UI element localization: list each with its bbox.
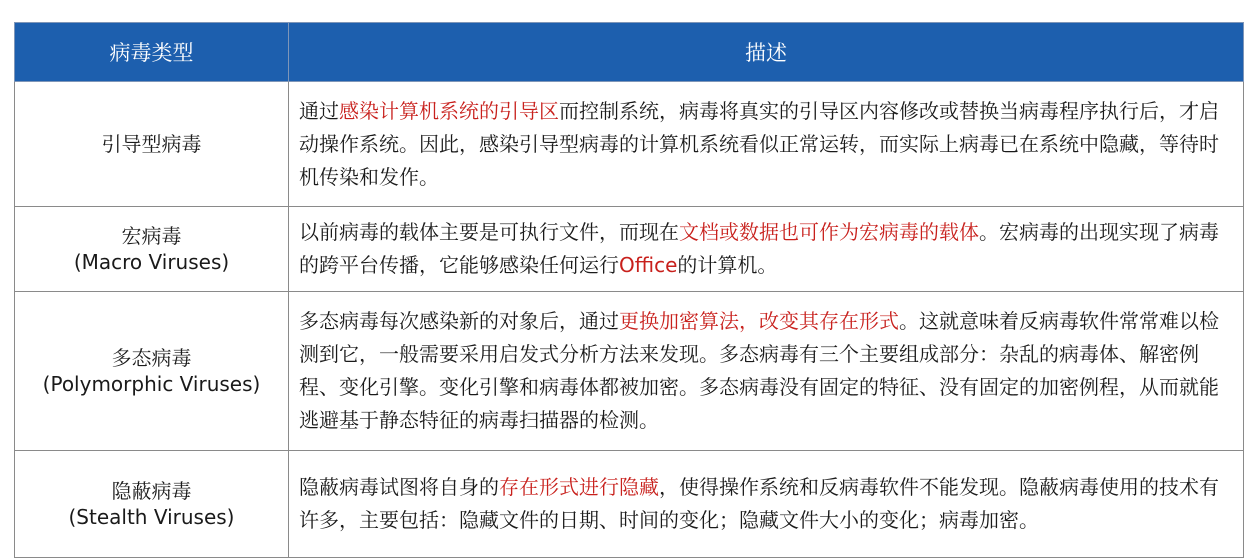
description-text: 而控制系统，病毒将真实的引导区内容修改或替换当病毒程序执行后，才启动操作系统。因此，感染引导型病毒的计算机系统看似正常运转，而实际上病毒已在系统中隐藏，等待时机传染和发作。 (299, 98, 1219, 189)
description-highlight: 感染计算机系统的引导区 (339, 98, 559, 123)
virus-description-cell (289, 207, 1244, 292)
description-text: 的计算机。 (677, 253, 778, 277)
virus-type-english-name: (Macro Viruses) (73, 250, 230, 274)
table-header-row (15, 23, 1244, 82)
virus-types-table (14, 22, 1244, 558)
description-text: 。宏病毒的出现实现了病毒的跨平台传播，它能够感染任何运行 (299, 220, 1219, 277)
description-highlight: 文档或数据也可作为宏病毒的载体 (679, 220, 979, 244)
virus-type-cell (15, 451, 289, 558)
virus-type-cell (15, 292, 289, 451)
description-text: 隐蔽病毒试图将自身的 (299, 475, 499, 499)
virus-type-name: 引导型病毒 (101, 132, 202, 156)
virus-type-name: 多态病毒 (111, 346, 192, 370)
virus-type-name: 宏病毒 (121, 224, 182, 248)
description-text: 多态病毒每次感染新的对象后，通过 (299, 309, 619, 333)
virus-type-cell (15, 207, 289, 292)
virus-description-cell (289, 292, 1244, 451)
virus-type-english-name: (Polymorphic Viruses) (42, 372, 261, 396)
description-text: 通过 (299, 98, 339, 123)
virus-type-cell (15, 82, 289, 207)
description-text: 以前病毒的载体主要是可执行文件，而现在 (299, 220, 679, 244)
description-highlight: 存在形式进行隐藏 (499, 475, 659, 499)
description-text: 。这就意味着反病毒软件常常难以检测到它，一般需要采用启发式分析方法来发现。多态病毒有三个主要组成部分：杂乱的病毒体、解密例程、变化引擎。变化引擎和病毒体都被加密。多态病毒没有固定的特征、没有固定的加密例程，从而就能逃避基于静态特征的病毒扫描器的检测。 (299, 309, 1219, 432)
virus-description-cell (289, 451, 1244, 558)
table-row-polymorphic-virus (15, 292, 1244, 451)
virus-types-table-container (14, 22, 1243, 552)
virus-type-english-name: (Stealth Viruses) (68, 505, 235, 529)
description-highlight: 更换加密算法，改变其存在形式 (619, 309, 899, 333)
header-virus-type: 病毒类型 (15, 23, 289, 82)
table-row-boot-virus (15, 82, 1244, 207)
virus-type-name: 隐蔽病毒 (111, 479, 192, 503)
table-row-stealth-virus (15, 451, 1244, 558)
header-description: 描述 (289, 23, 1244, 82)
description-highlight: Office (619, 253, 678, 277)
virus-description-cell (289, 82, 1244, 207)
table-row-macro-virus (15, 207, 1244, 292)
description-text: ，使得操作系统和反病毒软件不能发现。隐蔽病毒使用的技术有许多，主要包括：隐藏文件的日期、时间的变化；隐藏文件大小的变化；病毒加密。 (299, 475, 1219, 532)
